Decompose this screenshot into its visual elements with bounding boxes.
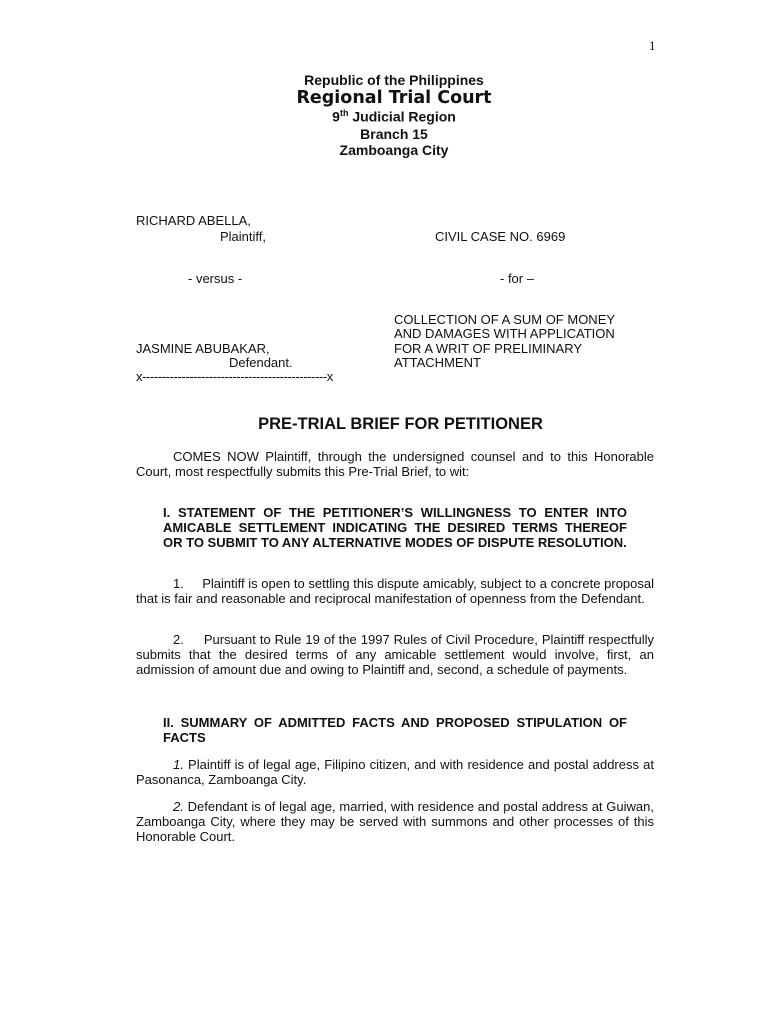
defendant-name: JASMINE ABUBAKAR, [136, 341, 270, 356]
header-republic: Republic of the Philippines [304, 72, 484, 88]
section-2-heading: II. SUMMARY OF ADMITTED FACTS AND PROPOSED STIPULATION OF FACTS [163, 715, 627, 745]
section-2-paragraph-2 [136, 799, 654, 844]
case-nature-line: AND DAMAGES WITH APPLICATION [394, 326, 615, 341]
section-1-paragraph-2 [136, 632, 654, 677]
paragraph-text: Pursuant to Rule 19 of the 1997 Rules of Civil Procedure, Plaintiff respectfully submits that the desired terms of any amicable settlement would involve, first, an admission of amount due and owing to Plaintiff and, second, a schedule of payments. [136, 632, 654, 677]
header-region [0, 108, 768, 125]
paragraph-number: 1. [173, 576, 184, 591]
paragraph-number: 2. [173, 799, 184, 814]
versus-label: - versus - [188, 271, 243, 286]
header-court: Regional Trial Court [296, 88, 492, 108]
region-suffix: th [339, 108, 349, 118]
case-nature-line: ATTACHMENT [394, 355, 481, 370]
document-title: PRE-TRIAL BRIEF FOR PETITIONER [258, 415, 543, 433]
intro-text: COMES NOW Plaintiff, through the undersigned counsel and to this Honorable Court, most respectfully submits this Pre-Trial Brief, to wit: [136, 449, 654, 479]
case-nature-line: COLLECTION OF A SUM OF MONEY [394, 312, 616, 327]
section-2-paragraph-1 [136, 757, 654, 787]
case-nature-line: FOR A WRIT OF PRELIMINARY [394, 341, 583, 356]
paragraph-text: Defendant is of legal age, married, with residence and postal address at Guiwan, Zamboanga City, where they may be served with summons and other processes of this Honorable Court. [136, 799, 654, 844]
intro-paragraph [136, 449, 654, 479]
caption-separator: x-----------------------------------------------x [136, 369, 333, 384]
region-number: 9 [332, 108, 340, 125]
defendant-role: Defendant. [229, 355, 293, 370]
paragraph-number: 1. [173, 757, 184, 772]
section-1-heading: I. STATEMENT OF THE PETITIONER’S WILLINGNESS TO ENTER INTO AMICABLE SETTLEMENT INDICATING THE DESIRED TERMS THEREOF OR TO SUBMIT TO ANY ALTERNATIVE MODES OF DISPUTE RESOLUTION. [163, 505, 627, 550]
plaintiff-role: Plaintiff, [220, 229, 267, 244]
for-label: - for – [500, 271, 534, 286]
region-text: Judicial Region [348, 108, 456, 125]
section-1-paragraph-1 [136, 576, 654, 606]
header-branch: Branch 15 [360, 126, 428, 142]
case-number: CIVIL CASE NO. 6969 [435, 229, 566, 244]
paragraph-text: Plaintiff is of legal age, Filipino citizen, and with residence and postal address at Pasonanca, Zamboanga City. [136, 757, 654, 787]
paragraph-number: 2. [173, 632, 184, 647]
page-number: 1 [649, 38, 656, 53]
paragraph-text: Plaintiff is open to settling this dispute amicably, subject to a concrete proposal that is fair and reasonable and reciprocal manifestation of openness from the Defendant. [136, 576, 654, 606]
plaintiff-name: RICHARD ABELLA, [136, 213, 251, 228]
header-city: Zamboanga City [339, 142, 449, 158]
